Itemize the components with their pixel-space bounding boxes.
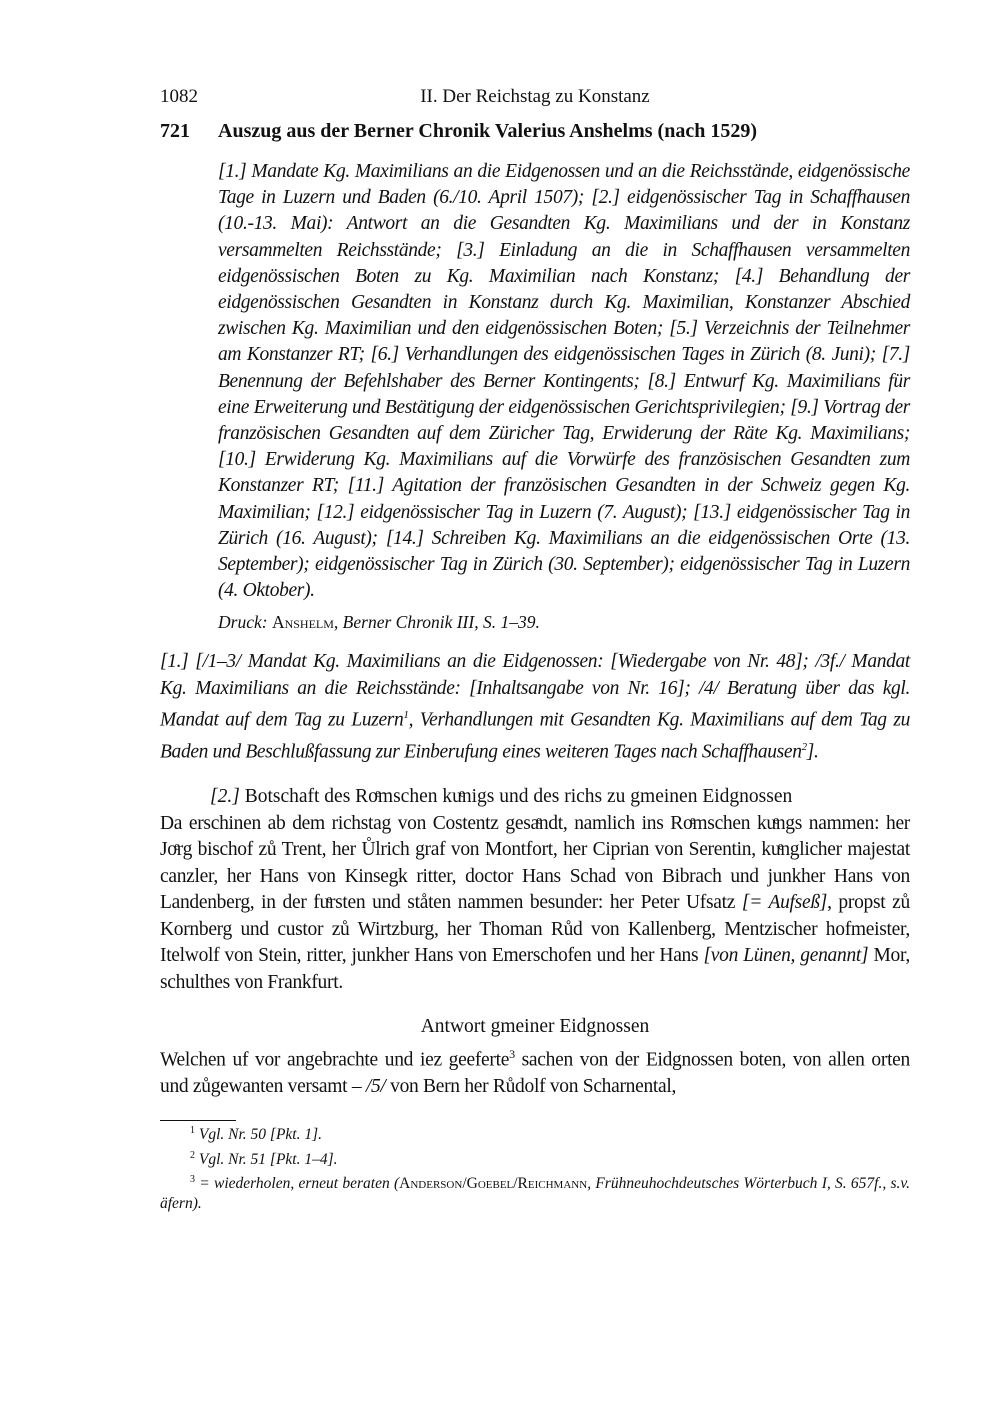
print-label: Druck:	[218, 612, 268, 633]
footnote-1	[160, 1121, 910, 1145]
footnote-number: 1	[190, 1125, 195, 1137]
answer-heading: Antwort gmeiner Eidgnossen	[420, 1016, 650, 1038]
editorial-note: /5/	[365, 1075, 386, 1097]
document-summary: [1.] Mandate Kg. Maximilians an die Eidgenossen und an die Reichsstände, eidgenössische Tage in Luzern und Baden (6./10. April 1507); [2.] eidgenössischer Tag in Schaffhausen (10.-13. Mai): Antwort an die Gesandten Kg. Maximilians und der in Konstanz versammelten Reichsstände; [3.] Einladung an die in Schaffhausen versammelten eidgenössischen Boten zu Kg. Maximilian nach Konstanz; [4.] Behandlung der eidgenössischen Gesandten in Konstanz durch Kg. Maximilian, Konstanzer Abschied zwischen Kg. Maximilian und den eidgenössischen Boten; [5.] Verzeichnis der Teilnehmer am Konstanzer RT; [6.] Verhandlungen des eidgenössischen Tages in Zürich (8. Juni); [7.] Benennung der Befehlshaber des Berner Kontingents; [8.] Entwurf Kg. Maximilians für eine Erweiterung und Bestätigung der eidgenössischen Gerichtsprivilegien; [9.] Vortrag der französischen Gesandten auf dem Züricher Tag, Erwiderung der Räte Kg. Maximilians; [10.] Erwiderung Kg. Maximilians auf die Vorwürfe des französischen Gesandten zum Konstanzer RT; [11.] Agitation der französischen Gesandten in der Schweiz gegen Kg. Maximilian; [12.] eidgenössischer Tag in Luzern (7. August); [13.] eidgenössischer Tag in Zürich (16. August); [14.] Schreiben Kg. Maximilians an die eidgenössischen Orte (13. September); eidgenössischer Tag in Zürich (30. September); eidgenössischer Tag in Luzern (4. Oktober).	[218, 161, 910, 602]
footnote-text: , Frühneuhochdeutsches Wörterbuch I, S. 657f., s.v. äfern).	[160, 1174, 910, 1212]
body-text: Mor, schulthes von Frankfurt.	[160, 945, 910, 993]
print-source	[218, 612, 910, 633]
section-1-text: , Verhandlungen mit Gesandten Kg. Maximilians auf dem Tag zu Baden und Beschlußfassung zur Einberufung eines weiteren Tages nach Schaffhausen	[160, 709, 910, 763]
editorial-note: [= Aufseß]	[741, 892, 828, 914]
section-1-text: [1.] [/1–3/ Mandat Kg. Maximilians an die Eidgenossen: [Wiedergabe von Nr. 48]; /3f./ Mandat Kg. Maximilians an die Reichsstände: [Inhaltsangabe von Nr. 16]; /4/ Beratung über das kgl. Mandat auf dem Tag zu Luzern	[160, 651, 910, 731]
document-title: Auszug aus der Berner Chronik Valerius Anshelms (nach 1529)	[218, 120, 757, 142]
section-marker: [2.]	[210, 786, 240, 808]
footnote-text: = wiederholen, erneut beraten (	[199, 1174, 400, 1192]
document-number: 721	[160, 120, 190, 142]
page-header	[160, 80, 910, 108]
footnote-ref-3[interactable]: 3	[509, 1046, 515, 1061]
body-text: Da erschinen ab dem richstag von Costentz gesaͤndt, namlich ins Roͤmschen kuͤngs nammen: her Joͤrg bischof zů Trent, her Ůlrich graf von Montfort, her Ciprian von Serentin, kuͤnglicher majestat canzler, her Hans von Kinsegk ritter, doctor Hans Schad von Bibrach und junkher Hans von Landenberg, in der fuͤrsten und ståten nammen besunder: her Peter Ufsatz	[160, 812, 910, 914]
section-1-text: ].	[806, 741, 819, 763]
body-text: sachen von der Eidgnossen boten, von allen orten und zůgewanten versamt –	[160, 1049, 910, 1097]
page-number: 1082	[160, 86, 198, 107]
footnote-text: Vgl. Nr. 50 [Pkt. 1].	[198, 1126, 323, 1144]
editorial-note: [von Lünen, genannt]	[703, 945, 869, 967]
footnote-number: 3	[190, 1173, 195, 1185]
footnote-number: 2	[190, 1149, 195, 1161]
footnote-ref-1[interactable]: 1	[403, 709, 409, 722]
body-text: , propst zů Kornberg und custor zů Wirtzburg, her Thoman Růd von Kallenberg, Mentzischer hofmeister, Itelwolf von Stein, ritter, junkher Hans von Emerschofen und her Hans	[160, 892, 910, 967]
section-1	[160, 649, 910, 766]
running-head: II. Der Reichstag zu Konstanz	[420, 86, 650, 107]
section-2-heading	[160, 784, 910, 811]
footnote-2	[160, 1146, 910, 1170]
section-2-paragraph	[160, 811, 910, 997]
footnote-3	[160, 1170, 910, 1214]
body-text: von Bern her Růdolf von Scharnental,	[385, 1075, 677, 1097]
print-author: Anshelm	[271, 612, 334, 633]
footnote-text: Vgl. Nr. 51 [Pkt. 1–4].	[198, 1150, 338, 1168]
footnote-ref-2[interactable]: 2	[801, 741, 807, 754]
document-page	[160, 80, 910, 1214]
print-reference: , Berner Chronik III, S. 1–39.	[333, 612, 540, 633]
section-heading-text: Botschaft des Roͤmschen kuͤnigs und des richs zu gmeinen Eidgnossen	[239, 786, 793, 808]
footnote-authors: Anderson/Goebel/Reichmann	[399, 1174, 588, 1192]
body-text: Welchen uf vor angebrachte und iez geeferte	[160, 1049, 510, 1071]
document-heading	[160, 120, 910, 143]
answer-paragraph	[160, 1041, 910, 1101]
